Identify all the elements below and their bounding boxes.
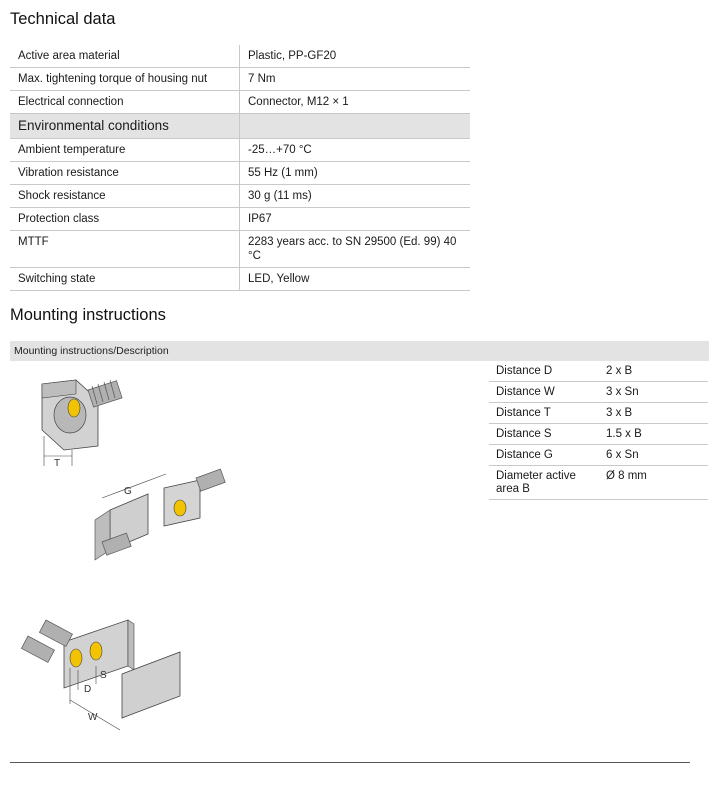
row-value: 55 Hz (1 mm) <box>240 162 471 185</box>
row-value: Plastic, PP-GF20 <box>240 45 471 68</box>
label-g: G <box>124 486 132 497</box>
table-row <box>10 231 470 268</box>
row-key: Ambient temperature <box>10 139 240 162</box>
row-value: -25…+70 °C <box>240 139 471 162</box>
row-value <box>240 114 471 139</box>
table-row <box>489 424 708 445</box>
distance-key: Distance T <box>489 403 599 424</box>
row-key: Protection class <box>10 208 240 231</box>
table-row <box>489 361 708 382</box>
opposite-mount-drawing <box>95 469 225 560</box>
label-t: T <box>54 458 61 469</box>
label-d: D <box>84 684 92 695</box>
distance-key: Diameter active area B <box>489 466 599 500</box>
row-value: LED, Yellow <box>240 268 471 291</box>
row-value: 30 g (11 ms) <box>240 185 471 208</box>
row-key: Active area material <box>10 45 240 68</box>
distance-key: Distance G <box>489 445 599 466</box>
distance-key: Distance W <box>489 382 599 403</box>
mounting-drawings <box>20 370 240 750</box>
mounting-instructions-title: Mounting instructions <box>10 306 166 324</box>
row-key: Switching state <box>10 268 240 291</box>
distance-value: 6 x Sn <box>599 445 708 466</box>
distance-key: Distance S <box>489 424 599 445</box>
row-key: MTTF <box>10 231 240 268</box>
distance-value: Ø 8 mm <box>599 466 708 500</box>
table-row <box>10 68 470 91</box>
distance-value: 2 x B <box>599 361 708 382</box>
table-row <box>10 91 470 114</box>
side-by-side-mount-drawing <box>21 620 180 730</box>
technical-data-title: Technical data <box>10 10 116 28</box>
table-row <box>489 403 708 424</box>
row-key: Max. tightening torque of housing nut <box>10 68 240 91</box>
row-key: Vibration resistance <box>10 162 240 185</box>
label-w: W <box>88 712 98 723</box>
row-key: Electrical connection <box>10 91 240 114</box>
table-row <box>10 185 470 208</box>
mounting-description-bar <box>10 341 709 361</box>
table-row <box>10 268 470 291</box>
table-row <box>489 382 708 403</box>
row-value: Connector, M12 × 1 <box>240 91 471 114</box>
row-value: 7 Nm <box>240 68 471 91</box>
row-value: 2283 years acc. to SN 29500 (Ed. 99) 40 °C <box>240 231 471 268</box>
table-row <box>10 162 470 185</box>
flush-mount-drawing <box>42 380 122 469</box>
table-row <box>489 445 708 466</box>
row-value: IP67 <box>240 208 471 231</box>
table-row <box>10 208 470 231</box>
distance-table <box>489 361 708 500</box>
label-s: S <box>100 670 107 681</box>
distance-key: Distance D <box>489 361 599 382</box>
section-heading: Environmental conditions <box>10 114 240 139</box>
distance-value: 1.5 x B <box>599 424 708 445</box>
mounting-description-label: Mounting instructions/Description <box>14 345 169 357</box>
table-row <box>10 45 470 68</box>
distance-value: 3 x Sn <box>599 382 708 403</box>
section-row <box>10 114 470 139</box>
table-row <box>489 466 708 500</box>
row-key: Shock resistance <box>10 185 240 208</box>
technical-data-table <box>10 45 470 291</box>
table-row <box>10 139 470 162</box>
footer-divider <box>10 762 690 763</box>
distance-value: 3 x B <box>599 403 708 424</box>
